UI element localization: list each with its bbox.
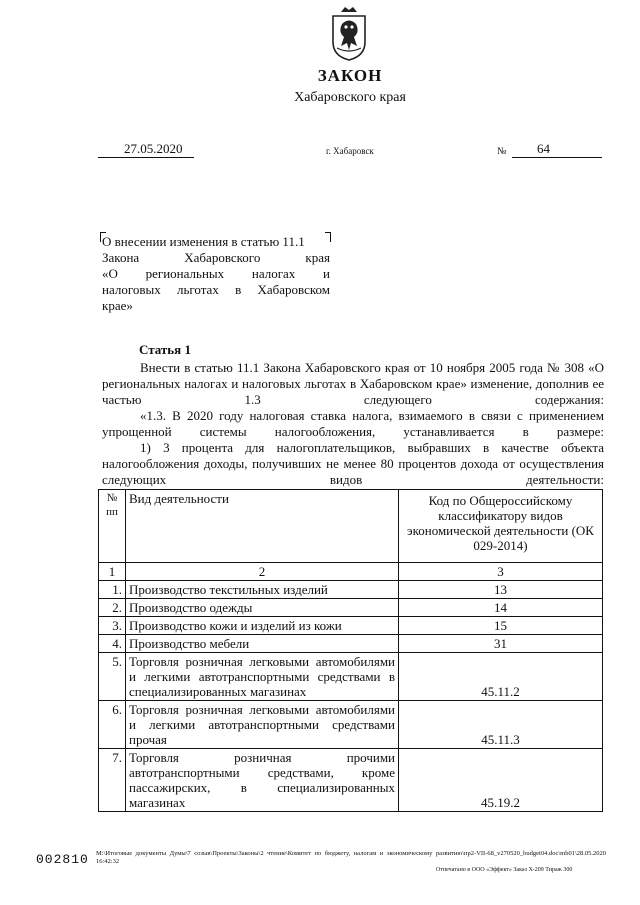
heading-line: Закона Хабаровского края bbox=[102, 250, 330, 265]
print-note: Отпечатано в ООО «Эффект» Заказ Х-209 Тираж 300 bbox=[436, 867, 573, 873]
row-code: 31 bbox=[399, 635, 603, 653]
table-row bbox=[99, 701, 603, 749]
date-underline bbox=[98, 157, 194, 158]
table-row bbox=[99, 653, 603, 701]
table-row bbox=[99, 581, 603, 599]
row-activity: Производство кожи и изделий из кожи bbox=[126, 617, 399, 635]
table-row bbox=[99, 617, 603, 635]
heading-line: О внесении изменения в статью 11.1 bbox=[102, 234, 305, 249]
table-row bbox=[99, 635, 603, 653]
row-activity: Торговля розничная прочими автотранспортными средствами, кроме пассажирских, в специализированных магазинах bbox=[126, 749, 399, 812]
law-number: 64 bbox=[537, 141, 550, 156]
row-activity: Производство одежды bbox=[126, 599, 399, 617]
row-code: 14 bbox=[399, 599, 603, 617]
activities-table bbox=[98, 489, 603, 812]
number-label: № bbox=[497, 146, 507, 157]
row-activity: Торговля розничная легковыми автомобилями и легкими автотранспортными средствами прочая bbox=[126, 701, 399, 749]
header-num: № пп bbox=[99, 490, 126, 563]
index-cell: 3 bbox=[399, 563, 603, 581]
document-stamp: 002810 bbox=[36, 852, 89, 867]
index-cell: 1 bbox=[99, 563, 126, 581]
row-activity: Производство мебели bbox=[126, 635, 399, 653]
file-path-footer: M:\Итоговые документы Думы\7 созыв\Проекты\Законы\2 чтение\Комитет по бюджету, налогам и экономическому развитию\пр2-VII-68_v270520_budget04.doc\mb01\28.05.2020 16:42:32 bbox=[96, 850, 606, 865]
table-header-row bbox=[99, 490, 603, 563]
index-cell: 2 bbox=[126, 563, 399, 581]
law-subtitle: Хабаровского края bbox=[294, 90, 406, 105]
number-underline bbox=[512, 157, 602, 158]
header-code: Код по Общероссийскому классификатору видов экономической деятельности (ОК 029-2014) bbox=[399, 490, 603, 563]
heading-line: «О региональных налогах и bbox=[102, 266, 330, 281]
header-activity: Вид деятельности bbox=[126, 490, 399, 563]
law-title: ЗАКОН bbox=[317, 66, 383, 85]
row-num: 7. bbox=[99, 749, 126, 812]
row-num: 4. bbox=[99, 635, 126, 653]
heading-line: крае» bbox=[102, 298, 133, 313]
row-num: 1. bbox=[99, 581, 126, 599]
row-code: 45.19.2 bbox=[399, 749, 603, 812]
paragraph-tax-rate: «1.3. В 2020 году налоговая ставка налога, взимаемого в связи с применением упрощенной системы налогообложения, устанавливается в размере: bbox=[102, 408, 604, 439]
law-heading bbox=[102, 234, 330, 314]
row-code: 45.11.2 bbox=[399, 653, 603, 701]
row-code: 15 bbox=[399, 617, 603, 635]
paragraph-condition: 1) 3 процента для налогоплательщиков, выбравших в качестве объекта налогообложения доходы, получивших не менее 80 процентов дохода от осуществления следующих видов деятельности: bbox=[102, 440, 604, 487]
table-row bbox=[99, 749, 603, 812]
law-city: г. Хабаровск bbox=[326, 146, 374, 156]
row-num: 3. bbox=[99, 617, 126, 635]
row-num: 5. bbox=[99, 653, 126, 701]
row-activity: Торговля розничная легковыми автомобилями и легкими автотранспортными средствами в специализированных магазинах bbox=[126, 653, 399, 701]
row-activity: Производство текстильных изделий bbox=[126, 581, 399, 599]
row-num: 2. bbox=[99, 599, 126, 617]
row-code: 45.11.3 bbox=[399, 701, 603, 749]
row-num: 6. bbox=[99, 701, 126, 749]
row-code: 13 bbox=[399, 581, 603, 599]
law-date: 27.05.2020 bbox=[124, 141, 183, 156]
table-index-row bbox=[99, 563, 603, 581]
paragraph-amendment: Внести в статью 11.1 Закона Хабаровского края от 10 ноября 2005 года № 308 «О региональных налогах и налоговых льготах в Хабаровском крае» изменение, дополнив ее частью 1.3 следующего содержания: bbox=[102, 360, 604, 407]
table-row bbox=[99, 599, 603, 617]
heading-line: налоговых льготах в Хабаровском bbox=[102, 282, 330, 297]
article-title: Статья 1 bbox=[139, 342, 191, 357]
coat-of-arms-icon bbox=[327, 4, 371, 62]
